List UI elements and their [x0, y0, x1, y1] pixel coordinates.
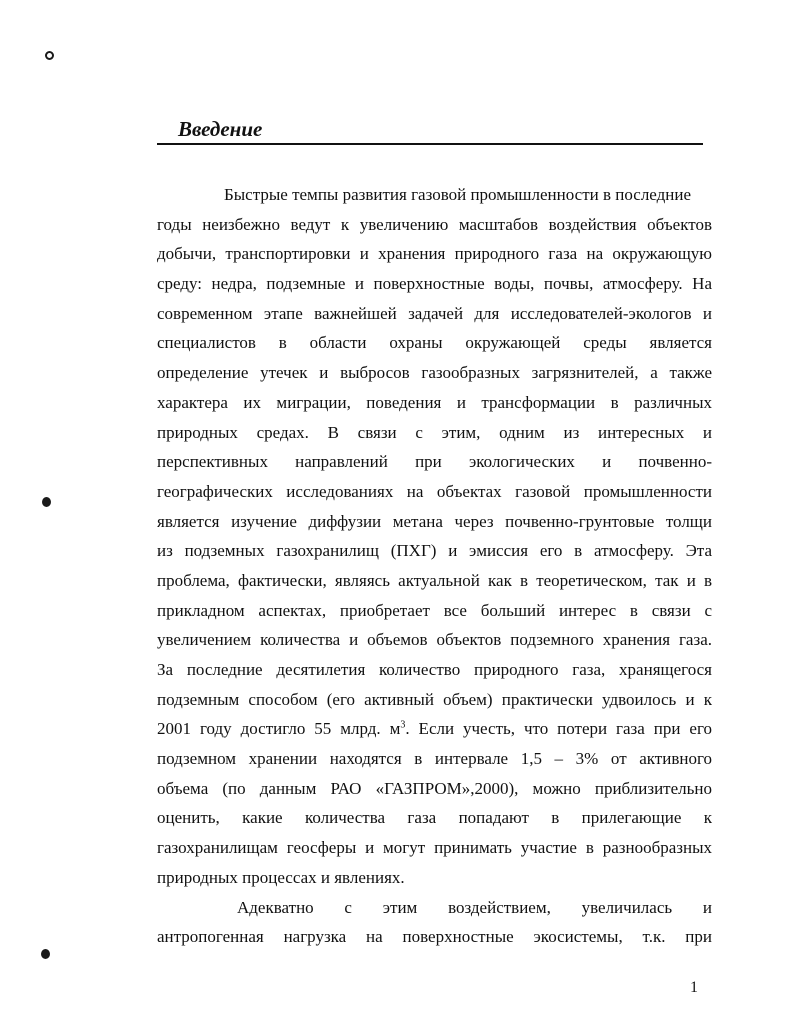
binder-hole-mark	[41, 949, 50, 959]
text-line: увеличением количества и объемов объектов подземного хранения газа.	[157, 630, 712, 650]
text-line: из подземных газохранилищ (ПХГ) и эмиссия его в атмосферу. Эта	[157, 541, 712, 561]
text-line: антропогенная нагрузка на поверхностные экосистемы, т.к. при	[157, 927, 712, 947]
text-line: современном этапе важнейшей задачей для исследователей-экологов и	[157, 303, 712, 323]
page-number: 1	[690, 979, 698, 996]
text-line: Адекватно с этим воздействием, увеличилась и	[237, 897, 712, 917]
text-line: прикладном аспектах, приобретает все больший интерес в связи с	[157, 600, 712, 620]
text-line: определение утечек и выбросов газообразных загрязнителей, а также	[157, 363, 712, 383]
text-line: перспективных направлений при экологических и почвенно-	[157, 452, 712, 472]
text-line: добычи, транспортировки и хранения природного газа на окружающую	[157, 244, 712, 264]
text-line: подземным способом (его активный объем) практически удвоилось и к	[157, 689, 712, 709]
text-line: оценить, какие количества газа попадают в прилегающие к	[157, 808, 712, 828]
superscript: 3	[400, 719, 406, 731]
text-line: Быстрые темпы развития газовой промышленности в последние	[224, 185, 692, 204]
text-line: газохранилищам геосферы и могут принимать участие в разнообразных	[157, 838, 712, 858]
text-line: среду: недра, подземные и поверхностные воды, почвы, атмосферу. На	[157, 274, 712, 294]
section-heading: Введение	[178, 117, 263, 141]
text-line: подземном хранении находятся в интервале 1,5 – 3% от активного	[157, 749, 712, 769]
binder-hole-mark	[42, 497, 51, 507]
text-line: природных средах. В связи с этим, одним из интересных и	[157, 422, 712, 442]
body-text	[157, 180, 712, 952]
text-line: специалистов в области охраны окружающей среды является	[157, 333, 712, 353]
text-fragment: 2001 году достигло 55 млрд. м	[157, 719, 401, 739]
text-line: годы неизбежно ведут к увеличению масштабов воздействия объектов	[157, 214, 712, 234]
text-line: проблема, фактически, являясь актуальной как в теоретическом, так и в	[157, 570, 712, 590]
text-fragment: . Если учесть, что потери газа при его	[405, 719, 713, 739]
heading-underline	[157, 116, 703, 145]
text-line: является изучение диффузии метана через почвенно-грунтовые толщи	[157, 511, 712, 531]
text-line: природных процессах и явлениях.	[157, 867, 405, 887]
text-line: характера их миграции, поведения и трансформации в различных	[157, 392, 712, 412]
text-line: объема (по данным РАО «ГАЗПРОМ»,2000), можно приблизительно	[157, 778, 712, 798]
text-line-with-superscript	[157, 714, 712, 744]
text-line: географических исследованиях на объектах газовой промышленности	[157, 481, 712, 501]
text-line: За последние десятилетия количество природного газа, хранящегося	[157, 660, 712, 679]
binder-hole-mark	[45, 51, 54, 60]
